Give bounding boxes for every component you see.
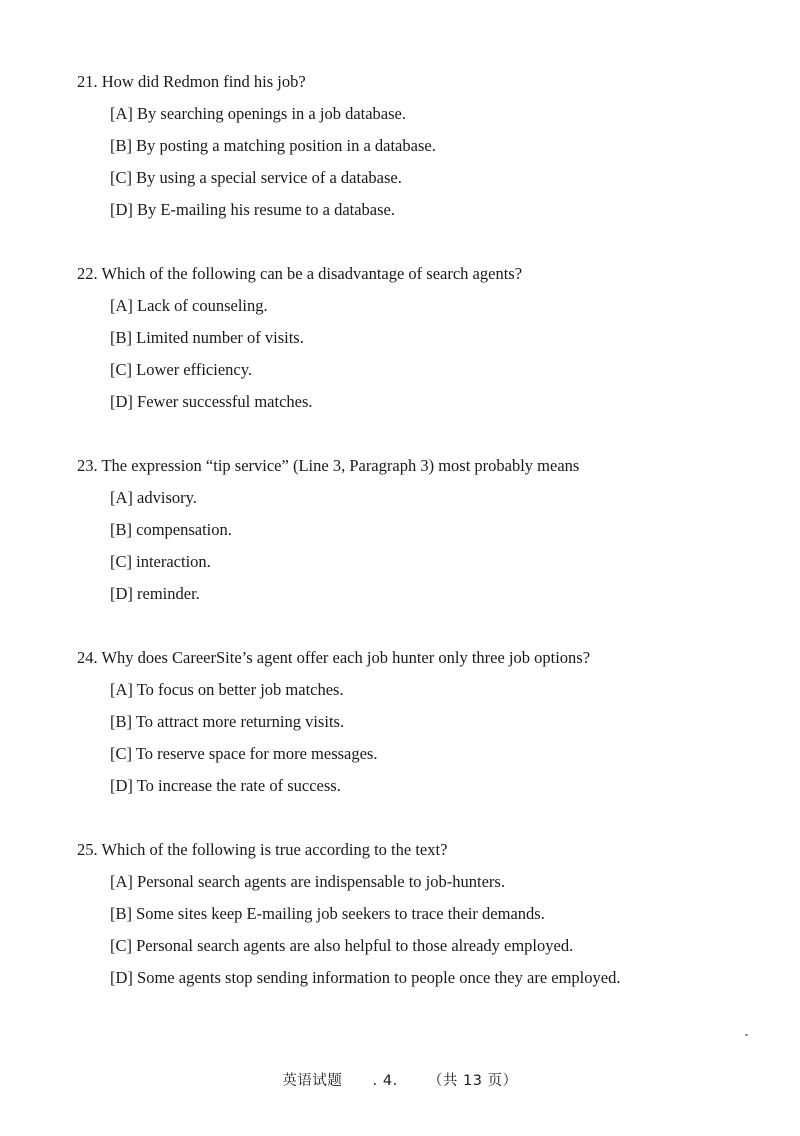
option-c: [C] To reserve space for more messages. bbox=[110, 744, 378, 763]
question-stem: 22. Which of the following can be a disadvantage of search agents? bbox=[77, 264, 523, 283]
option-c: [C] By using a special service of a database. bbox=[110, 168, 402, 187]
option-a: [A] To focus on better job matches. bbox=[110, 680, 344, 699]
footer-subject: 英语试题 bbox=[282, 1073, 343, 1089]
question-stem: 23. The expression “tip service” (Line 3, Paragraph 3) most probably means bbox=[77, 456, 580, 475]
option-b: [B] By posting a matching position in a database. bbox=[110, 136, 436, 155]
option-b: [B] To attract more returning visits. bbox=[110, 712, 345, 731]
option-a: [A] Lack of counseling. bbox=[110, 296, 268, 315]
question-stem: 21. How did Redmon find his job? bbox=[77, 72, 306, 91]
option-d: [D] reminder. bbox=[110, 584, 200, 603]
option-c: [C] Lower efficiency. bbox=[110, 360, 253, 379]
footer-page-number: . 4. bbox=[372, 1073, 398, 1089]
scan-speck bbox=[745, 1034, 748, 1036]
option-a: [A] By searching openings in a job database. bbox=[110, 104, 407, 123]
option-b: [B] Some sites keep E-mailing job seekers to trace their demands. bbox=[110, 904, 545, 923]
question-stem: 24. Why does CareerSite’s agent offer each job hunter only three job options? bbox=[77, 648, 591, 667]
question-stem: 25. Which of the following is true according to the text? bbox=[77, 840, 448, 859]
option-c: [C] Personal search agents are also helpful to those already employed. bbox=[110, 936, 574, 955]
option-b: [B] compensation. bbox=[110, 520, 232, 539]
option-b: [B] Limited number of visits. bbox=[110, 328, 304, 347]
page-footer bbox=[0, 1071, 800, 1091]
option-c: [C] interaction. bbox=[110, 552, 211, 571]
option-a: [A] Personal search agents are indispensable to job-hunters. bbox=[110, 872, 505, 891]
footer-page-total: （共 13 页） bbox=[427, 1073, 518, 1089]
option-d: [D] By E-mailing his resume to a database. bbox=[110, 200, 396, 219]
option-d: [D] Fewer successful matches. bbox=[110, 392, 313, 411]
option-d: [D] To increase the rate of success. bbox=[110, 776, 341, 795]
option-d: [D] Some agents stop sending information to people once they are employed. bbox=[110, 968, 621, 987]
option-a: [A] advisory. bbox=[110, 488, 197, 507]
